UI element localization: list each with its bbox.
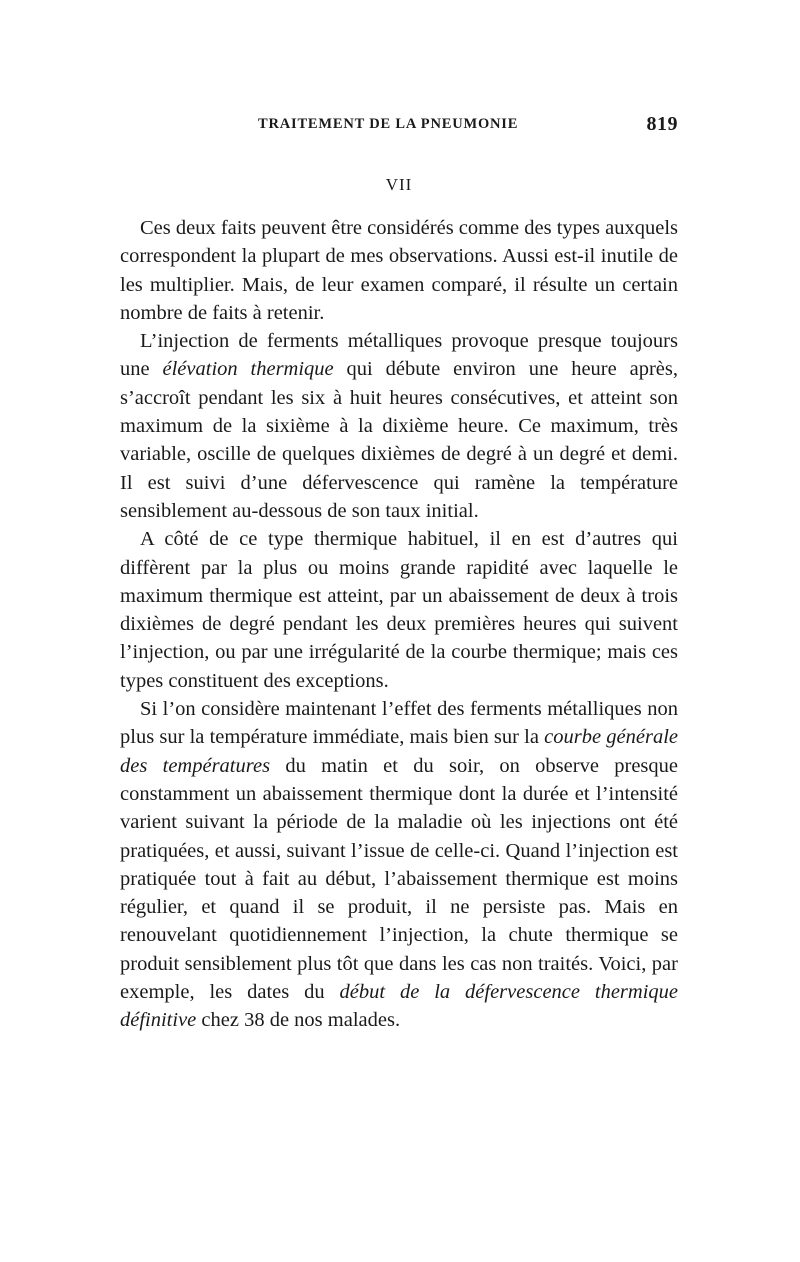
paragraph-4-text-b: du matin et du soir, on observe presque constamment un abaissement thermique dont la durée et l’intensité varient suivant la période de la maladie où les injections ont été pratiquées, et aussi, suivant l’issue de celle-ci. Quand l’injection est pratiquée tout à fait au début, l’abaissement thermique est moins régulier, et quand il se produit, il ne persiste pas. Mais en renouvelant quotidiennement l’injection, la chute thermique se produit sensiblement plus tôt que dans les cas non traités. Voici, par exemple, les dates du — [120, 754, 678, 1004]
paragraph-1 — [120, 214, 678, 327]
paragraph-4-italic-term-2: début de la défervescence thermique définitive — [120, 981, 678, 1032]
running-title: TRAITEMENT DE LA PNEUMONIE — [258, 116, 519, 132]
section-number: VII — [385, 175, 413, 194]
paragraph-1-text: Ces deux faits peuvent être considérés comme des types auxquels correspondent la plupart de mes observations. Aussi est-il inutile de les multiplier. Mais, de leur examen comparé, il résulte un certain nombre de faits à retenir. — [120, 217, 678, 324]
running-head — [120, 113, 678, 140]
paragraph-3-text: A côté de ce type thermique habituel, il en est d’autres qui diffèrent par la plus ou moins grande rapidité avec laquelle le maximum thermique est atteint, par un abaissement de deux à trois dixièmes de degré pendant les deux premières heures qui suivent l’injection, ou par une irrégularité de la courbe thermique; mais ces types constituent des exceptions. — [120, 528, 678, 692]
paragraph-2-italic-term: élévation thermique — [162, 358, 334, 381]
paragraph-2 — [120, 327, 678, 525]
page-number: 819 — [646, 113, 678, 135]
paragraph-4-text-a: Si l’on considère maintenant l’effet des ferments métalliques non plus sur la température immédiate, mais bien sur la — [120, 698, 678, 749]
paragraph-2-text-a: L’injection de ferments métalliques provoque presque toujours une — [120, 330, 678, 381]
paragraph-3 — [120, 525, 678, 695]
body-text — [120, 214, 678, 1035]
paragraph-4 — [120, 695, 678, 1035]
paragraph-4-text-c: chez 38 de nos malades. — [196, 1009, 401, 1032]
paragraph-2-text-b: qui débute environ une heure après, s’accroît pendant les six à huit heures consécutives, et atteint son maximum de la sixième à la dixième heure. Ce maximum, très variable, oscille de quelques dixièmes de degré à un degré et demi. Il est suivi d’une défervescence qui ramène la température sensiblement au-dessous de son taux initial. — [120, 358, 678, 522]
paragraph-4-italic-term-1: courbe générale des températures — [120, 726, 678, 777]
